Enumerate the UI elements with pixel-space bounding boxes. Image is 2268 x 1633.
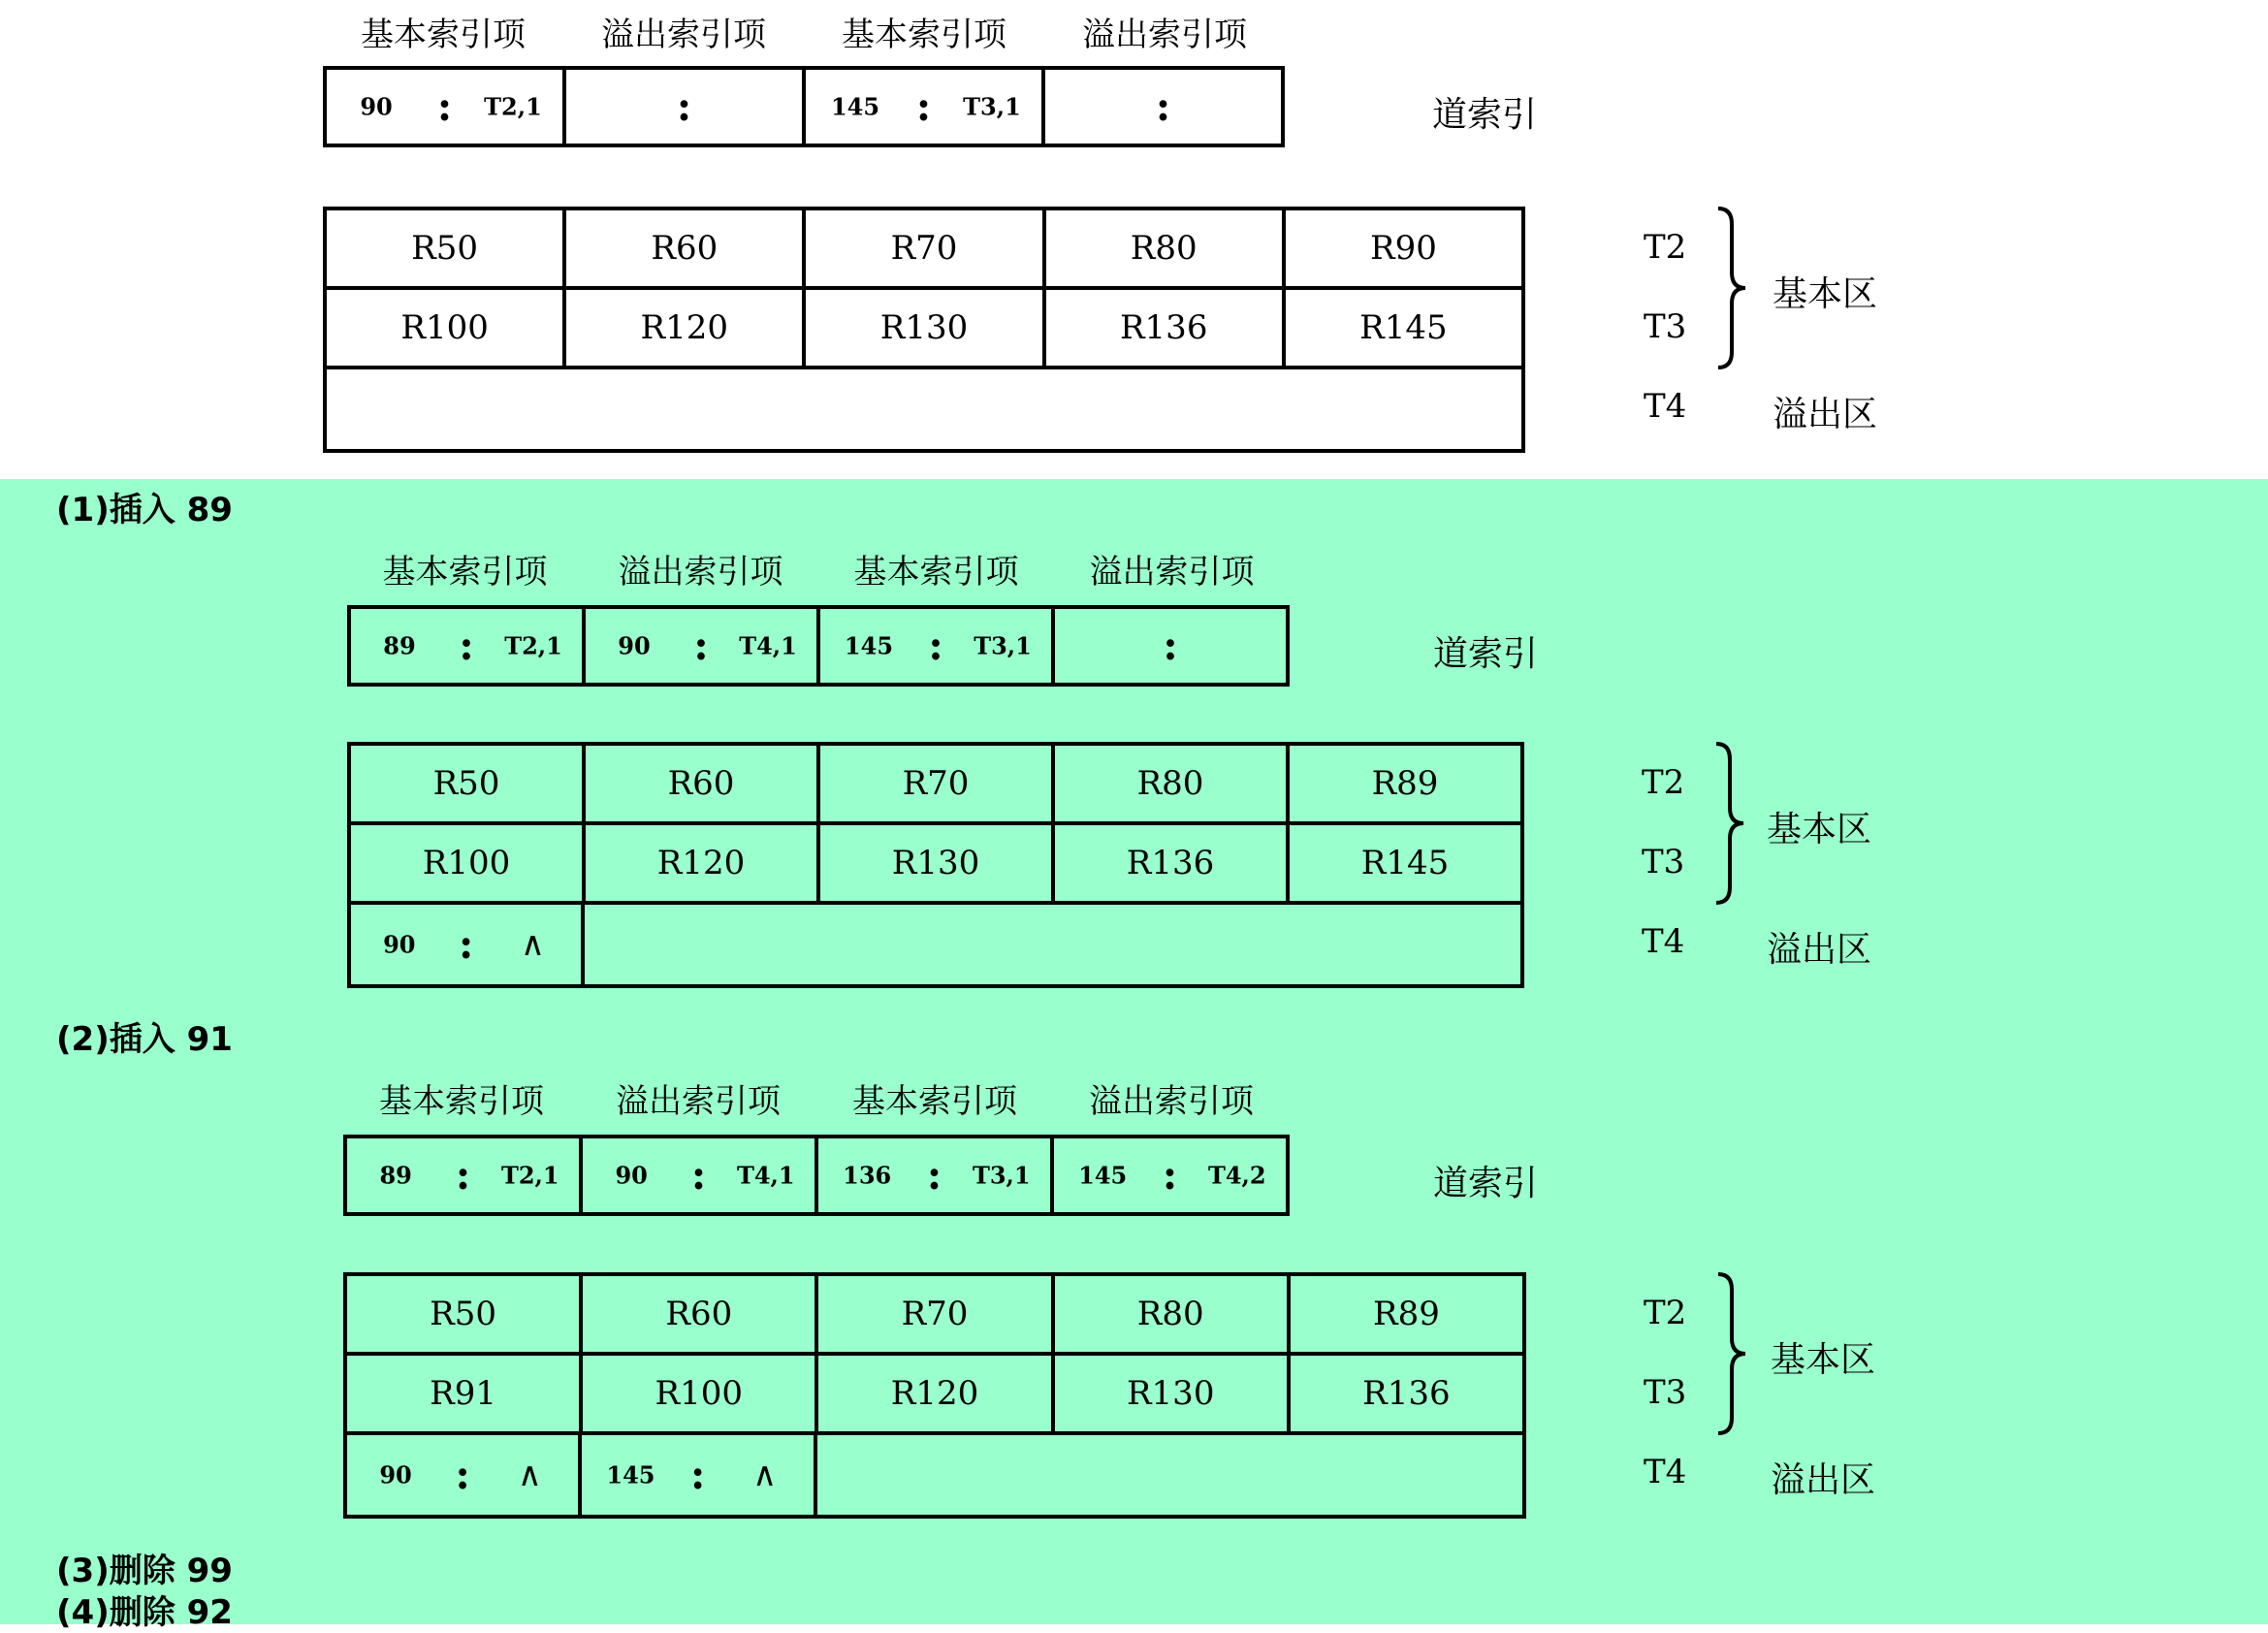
track-index-table (347, 605, 1290, 687)
record-cell: R50 (327, 210, 566, 286)
record-cell: R145 (1360, 844, 1450, 882)
index-column-header: 基本索引项 (382, 553, 548, 592)
null-pointer: ∧ (752, 1456, 778, 1494)
record-cell: R60 (566, 210, 806, 286)
overflow-cell (582, 1435, 816, 1515)
index-column-header: 基本索引项 (361, 16, 526, 54)
record-cell: R100 (351, 825, 586, 901)
record-cell: R80 (1055, 1276, 1291, 1352)
brace-icon (1714, 1270, 1753, 1437)
overflow-area-label: 溢出区 (1767, 930, 1872, 970)
record-row (327, 210, 1521, 290)
index-column-header: 基本索引项 (853, 553, 1019, 592)
index-pointer: T3,1 (973, 1161, 1031, 1190)
index-entry (347, 1138, 583, 1212)
overflow-separator: : (455, 1451, 470, 1498)
index-column-header: 溢出索引项 (1082, 16, 1247, 54)
record-cell: R130 (820, 825, 1055, 901)
record-row (351, 746, 1520, 825)
record-cell: R80 (1046, 210, 1286, 286)
overflow-empty-space (817, 1435, 1522, 1515)
record-cell: R120 (818, 1356, 1054, 1431)
step-label: (3)删除 99 (56, 1552, 233, 1590)
overflow-empty-space (585, 905, 1520, 984)
record-cell: R60 (586, 746, 820, 821)
index-pointer: T4,2 (1208, 1161, 1266, 1190)
overflow-area-label: 溢出区 (1771, 1460, 1876, 1500)
index-entry (818, 1138, 1054, 1212)
brace-icon (1714, 205, 1753, 371)
index-separator: : (690, 1151, 707, 1199)
index-column-header: 基本索引项 (379, 1082, 544, 1121)
track-index-label: 道索引 (1433, 634, 1539, 674)
index-entry (583, 1138, 818, 1212)
index-key: 90 (618, 631, 651, 660)
overflow-separator: : (689, 1451, 706, 1498)
track-index-table (343, 1135, 1290, 1216)
brace-path (1718, 208, 1745, 368)
record-cell: R130 (1055, 1356, 1291, 1431)
index-column-header: 溢出索引项 (616, 1082, 781, 1121)
record-cell: R120 (566, 290, 806, 366)
index-pointer: T2,1 (504, 631, 562, 660)
record-cell: R100 (583, 1356, 818, 1431)
overflow-row (327, 369, 1521, 449)
overflow-cell (351, 905, 585, 984)
record-cell: R136 (1055, 825, 1290, 901)
record-cell: R145 (1359, 308, 1448, 347)
index-pointer: T3,1 (963, 92, 1021, 121)
index-entry (351, 609, 586, 683)
record-table (347, 742, 1524, 988)
index-pointer: T3,1 (974, 631, 1032, 660)
record-cell: R80 (1055, 746, 1290, 821)
overflow-key: 90 (379, 1460, 412, 1489)
index-key: 90 (360, 92, 393, 121)
null-pointer: ∧ (517, 1456, 542, 1494)
track-index-label: 道索引 (1433, 1164, 1539, 1203)
index-column-header: 溢出索引项 (1089, 553, 1255, 592)
index-column-header: 基本索引项 (842, 16, 1006, 54)
record-cell: R50 (351, 746, 586, 821)
index-separator: : (926, 1151, 942, 1199)
record-cell: R70 (818, 1276, 1054, 1352)
track-index-table (323, 66, 1285, 147)
index-key: 89 (379, 1161, 412, 1190)
record-cell: R136 (1362, 1374, 1451, 1413)
index-pointer: T4,1 (739, 631, 797, 660)
index-separator: : (1155, 82, 1171, 130)
record-row (347, 1276, 1522, 1356)
index-separator: : (1163, 622, 1178, 669)
track-label: T4 (1644, 1453, 1687, 1491)
index-key: 145 (844, 631, 894, 660)
record-cell: R120 (586, 825, 820, 901)
index-entry (566, 70, 806, 144)
index-key: 145 (1078, 1161, 1128, 1190)
index-separator: : (676, 82, 692, 130)
record-table (343, 1272, 1526, 1519)
brace-path (1718, 1274, 1745, 1433)
record-cell: R60 (583, 1276, 818, 1352)
index-column-header: 溢出索引项 (1089, 1082, 1254, 1121)
index-entry (806, 70, 1045, 144)
record-cell: R90 (1369, 229, 1437, 268)
index-column-header: 溢出索引项 (618, 553, 783, 592)
record-cell: R100 (327, 290, 566, 366)
record-cell: R89 (1372, 1295, 1440, 1333)
track-label: T4 (1642, 922, 1685, 961)
record-cell: R70 (820, 746, 1055, 821)
brace-path (1716, 744, 1743, 903)
index-separator: : (455, 1151, 471, 1199)
step-label: (2)插入 91 (56, 1020, 233, 1059)
index-separator: : (928, 622, 943, 669)
index-key: 136 (843, 1161, 892, 1190)
record-cell: R89 (1371, 764, 1439, 803)
track-label: T2 (1644, 228, 1687, 267)
index-entry (586, 609, 820, 683)
index-entry (820, 609, 1055, 683)
index-pointer: T2,1 (484, 92, 542, 121)
record-row (351, 825, 1520, 905)
index-separator: : (459, 622, 474, 669)
index-entry (1054, 1138, 1286, 1212)
record-cell: R50 (347, 1276, 583, 1352)
record-row (327, 290, 1521, 369)
basic-area-label: 基本区 (1771, 1340, 1876, 1380)
track-label: T3 (1642, 843, 1685, 881)
index-separator: : (436, 82, 453, 130)
record-row (347, 1356, 1522, 1435)
index-entry (327, 70, 566, 144)
index-entry (1055, 609, 1286, 683)
record-cell: R130 (806, 290, 1045, 366)
index-pointer: T2,1 (501, 1161, 559, 1190)
index-key: 145 (830, 92, 880, 121)
track-label: T3 (1644, 307, 1687, 346)
index-pointer: T4,1 (737, 1161, 795, 1190)
index-key: 89 (383, 631, 416, 660)
index-separator: : (1162, 1151, 1178, 1199)
record-cell: R91 (347, 1356, 583, 1431)
record-cell: R136 (1046, 290, 1286, 366)
overflow-row (347, 1435, 1522, 1515)
basic-area-label: 基本区 (1767, 810, 1872, 849)
step-label: (1)插入 89 (56, 491, 233, 529)
overflow-row (351, 905, 1520, 984)
overflow-key: 90 (383, 930, 416, 959)
brace-icon (1712, 740, 1751, 907)
track-index-label: 道索引 (1432, 95, 1538, 135)
record-table (323, 207, 1525, 453)
index-entry (1045, 70, 1281, 144)
overflow-empty-space (327, 369, 1521, 449)
track-label: T4 (1644, 387, 1687, 426)
step-label: (4)删除 92 (56, 1593, 233, 1632)
index-separator: : (915, 82, 932, 130)
overflow-area-label: 溢出区 (1773, 395, 1878, 434)
overflow-key: 145 (606, 1460, 655, 1489)
overflow-cell (347, 1435, 582, 1515)
null-pointer: ∧ (520, 925, 545, 964)
track-label: T2 (1642, 763, 1685, 802)
record-cell: R70 (806, 210, 1045, 286)
index-column-header: 溢出索引项 (601, 16, 766, 54)
basic-area-label: 基本区 (1773, 274, 1878, 314)
index-key: 90 (615, 1161, 648, 1190)
track-label: T3 (1644, 1373, 1687, 1412)
overflow-separator: : (458, 920, 474, 968)
index-separator: : (693, 622, 709, 669)
index-column-header: 基本索引项 (852, 1082, 1017, 1121)
track-label: T2 (1644, 1294, 1687, 1332)
